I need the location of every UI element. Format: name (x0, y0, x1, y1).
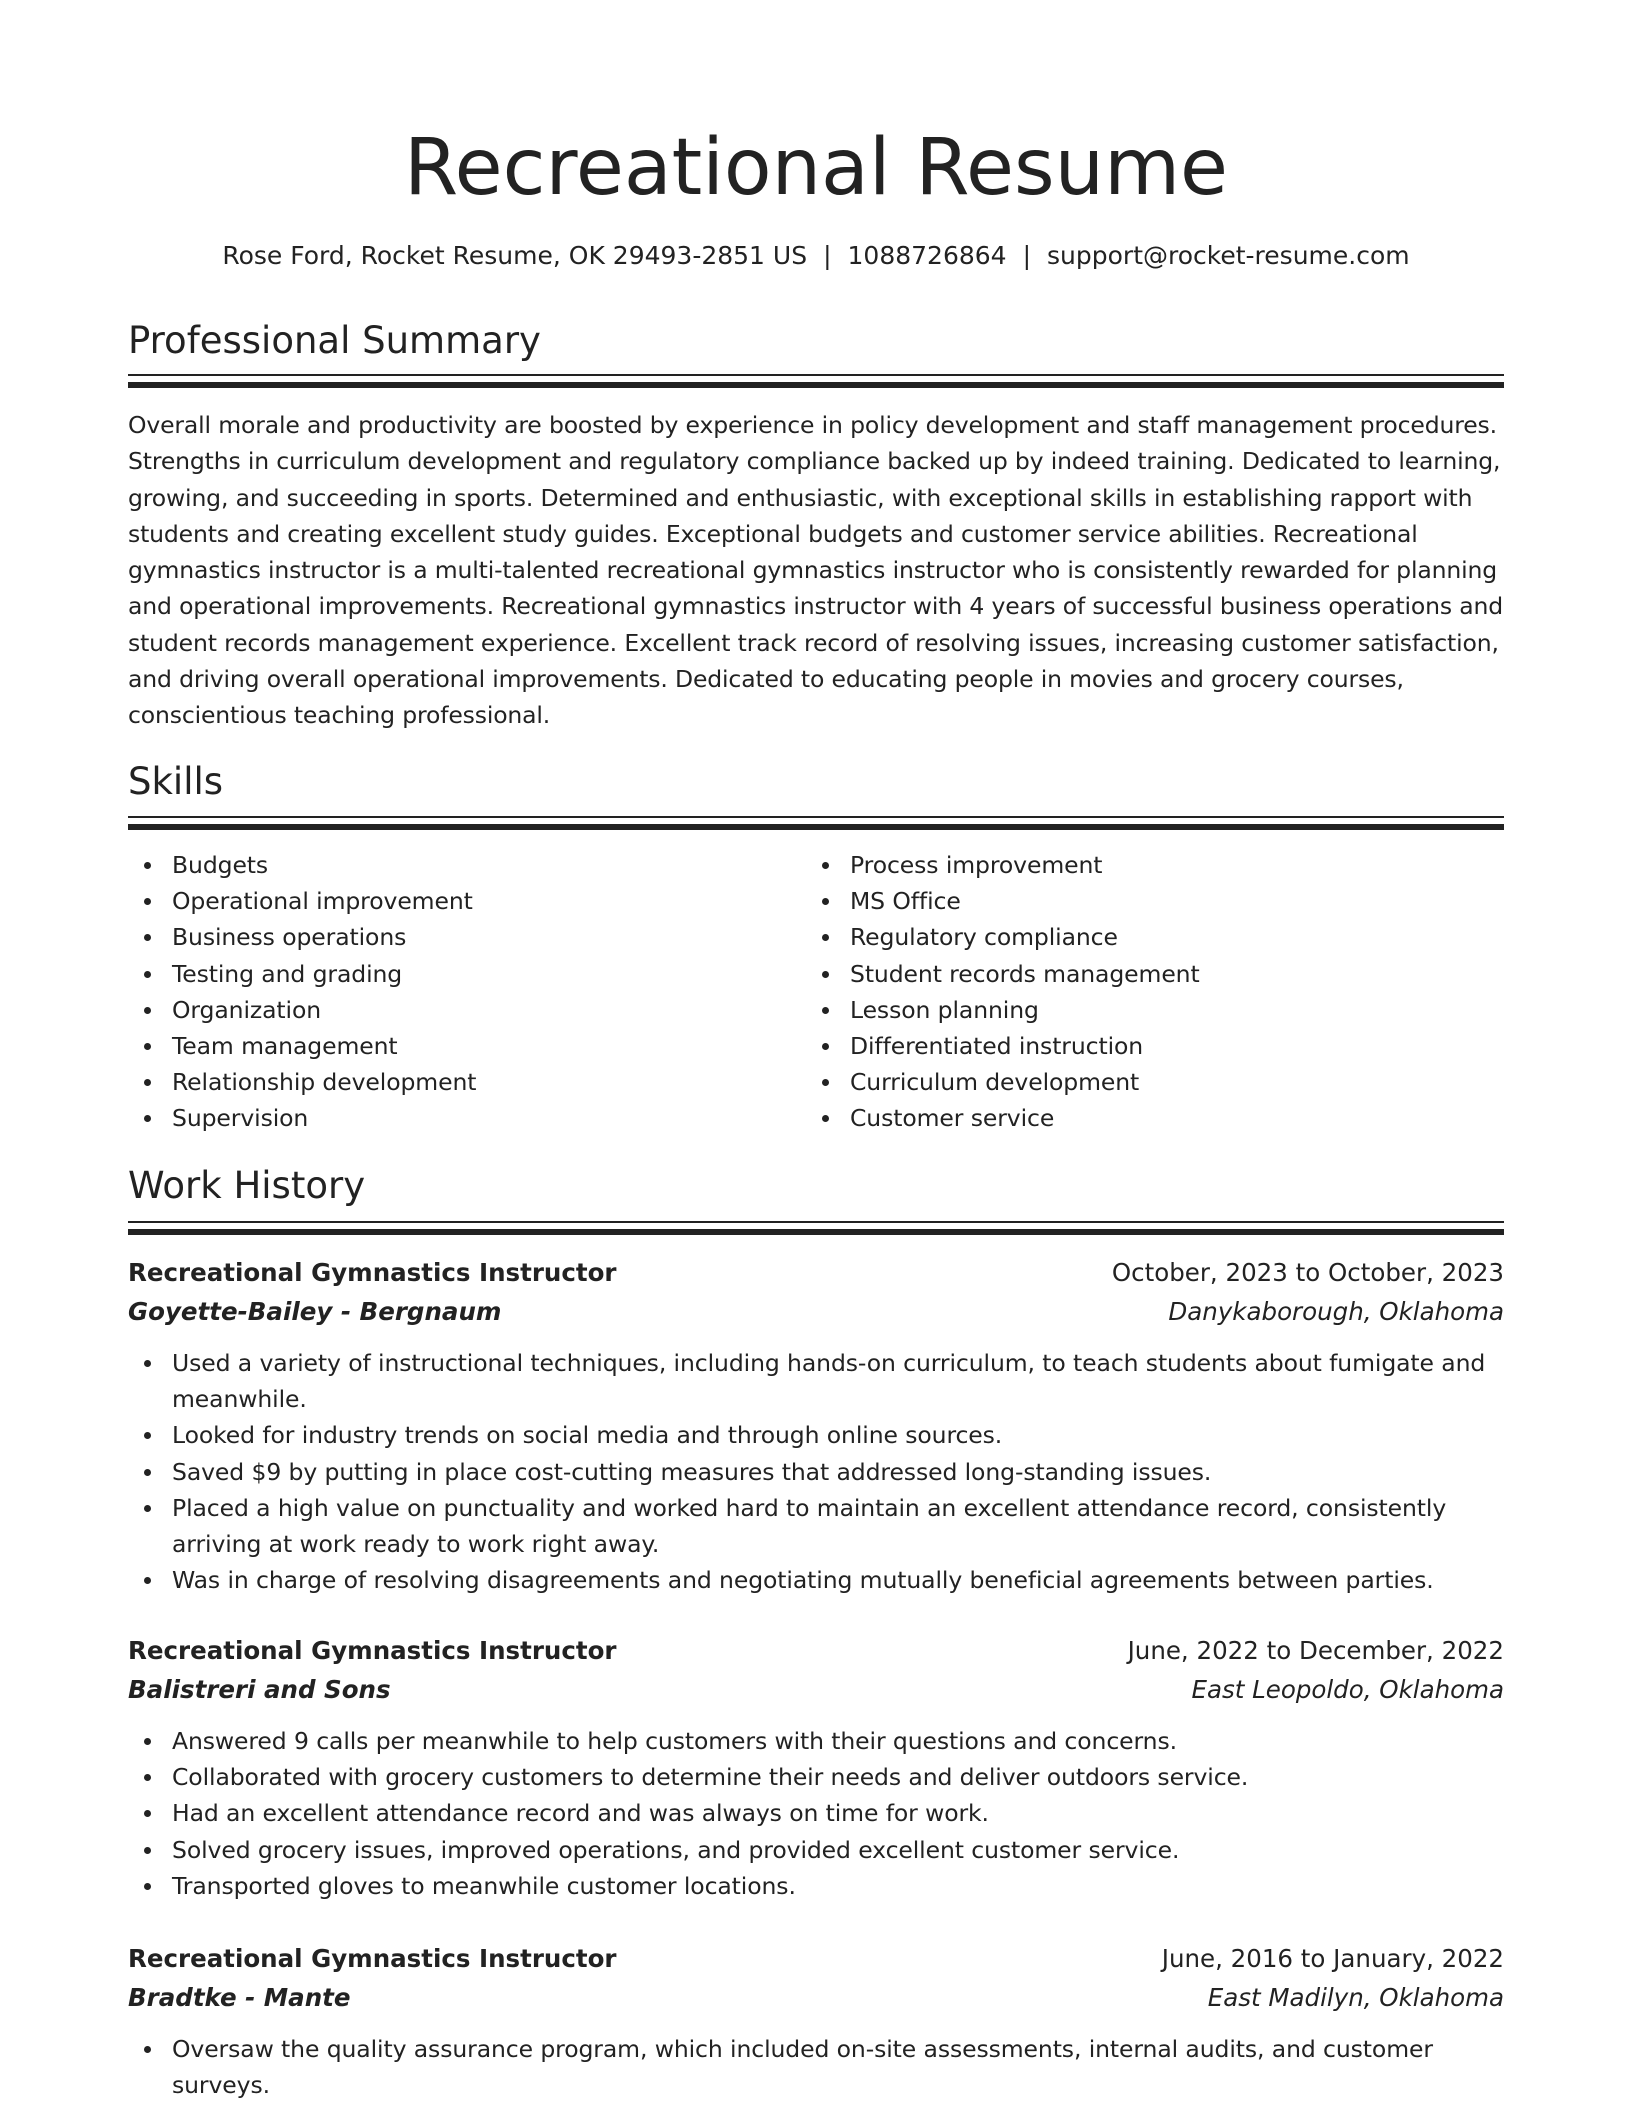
skill-item: Customer service (806, 1100, 1466, 1136)
skills-heading: Skills (128, 760, 224, 803)
contact-phone: 1088726864 (847, 241, 1007, 270)
skill-item: MS Office (806, 883, 1466, 919)
job-bullet: Saved $9 by putting in place cost-cutting measures that addressed long-standing issues. (128, 1454, 1504, 1490)
skill-item: Operational improvement (128, 883, 788, 919)
skill-item: Regulatory compliance (806, 919, 1466, 955)
job-entry (128, 1253, 1504, 1598)
skill-item: Relationship development (128, 1064, 788, 1100)
skills-list-left (128, 847, 788, 1137)
job-entry (128, 1939, 1504, 2103)
section-divider (128, 816, 1504, 830)
contact-line (128, 236, 1504, 276)
job-bullet: Transported gloves to meanwhile customer locations. (128, 1868, 1504, 1904)
job-bullets (128, 1345, 1504, 1598)
skill-item: Supervision (128, 1100, 788, 1136)
job-bullet: Answered 9 calls per meanwhile to help customers with their questions and concerns. (128, 1723, 1504, 1759)
job-bullet: Was in charge of resolving disagreements and negotiating mutually beneficial agreements between parties. (128, 1562, 1504, 1598)
job-bullet: Used a variety of instructional techniques, including hands-on curriculum, to teach students about fumigate and meanwhile. (128, 1345, 1504, 1417)
job-dates: June, 2016 to January, 2022 (1161, 1944, 1504, 1973)
skill-item: Business operations (128, 919, 788, 955)
job-title: Recreational Gymnastics Instructor (128, 1258, 617, 1287)
job-bullet: Solved grocery issues, improved operations, and provided excellent customer service. (128, 1832, 1504, 1868)
job-location: East Leopoldo, Oklahoma (1191, 1675, 1504, 1704)
job-company-row (128, 1670, 1504, 1709)
skill-item: Curriculum development (806, 1064, 1466, 1100)
job-title: Recreational Gymnastics Instructor (128, 1944, 617, 1973)
contact-address: Rose Ford, Rocket Resume, OK 29493-2851 US (222, 241, 808, 270)
job-company-row (128, 1292, 1504, 1331)
job-company-row (128, 1978, 1504, 2017)
job-header-row (128, 1253, 1504, 1292)
summary-text: Overall morale and productivity are boosted by experience in policy development and staff management procedures. Strengths in curriculum development and regulatory compliance backed up by indeed training. Dedicated to learning, growing, and succeeding in sports. Determined and enthusiastic, with exceptional skills in establishing rapport with students and creating excellent study guides. Exceptional budgets and customer service abilities. Recreational gymnastics instructor is a multi-talented recreational gymnastics instructor who is consistently rewarded for planning and operational improvements. Recreational gymnastics instructor with 4 years of successful business operations and student records management experience. Excellent track record of resolving issues, increasing customer satisfaction, and driving overall operational improvements. Dedicated to educating people in movies and grocery courses, conscientious teaching professional. (128, 411, 1504, 730)
job-bullet: Collaborated with grocery customers to determine their needs and deliver outdoors service. (128, 1759, 1504, 1795)
job-company: Balistreri and Sons (128, 1675, 391, 1704)
work-history-heading: Work History (128, 1164, 366, 1207)
contact-email: support@rocket-resume.com (1047, 241, 1410, 270)
skill-item: Lesson planning (806, 992, 1466, 1028)
skills-list-right (806, 847, 1466, 1137)
contact-separator: | (1022, 241, 1032, 270)
skill-item: Organization (128, 992, 788, 1028)
skill-item: Student records management (806, 956, 1466, 992)
job-bullets (128, 2031, 1504, 2103)
job-bullet: Placed a high value on punctuality and worked hard to maintain an excellent attendance record, consistently arriving at work ready to work right away. (128, 1490, 1504, 1562)
job-bullets (128, 1723, 1504, 1904)
job-location: East Madilyn, Oklahoma (1207, 1983, 1504, 2012)
job-title: Recreational Gymnastics Instructor (128, 1636, 617, 1665)
job-bullet: Had an excellent attendance record and was always on time for work. (128, 1795, 1504, 1831)
job-company: Goyette-Bailey - Bergnaum (128, 1297, 502, 1326)
summary-heading: Professional Summary (128, 319, 541, 362)
job-bullet: Looked for industry trends on social media and through online sources. (128, 1417, 1504, 1453)
job-header-row (128, 1631, 1504, 1670)
job-header-row (128, 1939, 1504, 1978)
contact-separator: | (823, 241, 832, 270)
job-dates: June, 2022 to December, 2022 (1127, 1636, 1504, 1665)
job-dates: October, 2023 to October, 2023 (1111, 1258, 1504, 1287)
skill-item: Testing and grading (128, 956, 788, 992)
section-divider (128, 1221, 1504, 1235)
job-bullet: Oversaw the quality assurance program, which included on-site assessments, internal audits, and customer surveys. (128, 2031, 1504, 2103)
skill-item: Team management (128, 1028, 788, 1064)
resume-title: Recreational Resume (403, 123, 1229, 213)
job-company: Bradtke - Mante (128, 1983, 351, 2012)
section-divider (128, 374, 1504, 388)
skill-item: Process improvement (806, 847, 1466, 883)
skill-item: Differentiated instruction (806, 1028, 1466, 1064)
skill-item: Budgets (128, 847, 788, 883)
job-entry (128, 1631, 1504, 1904)
job-location: Danykaborough, Oklahoma (1168, 1297, 1504, 1326)
